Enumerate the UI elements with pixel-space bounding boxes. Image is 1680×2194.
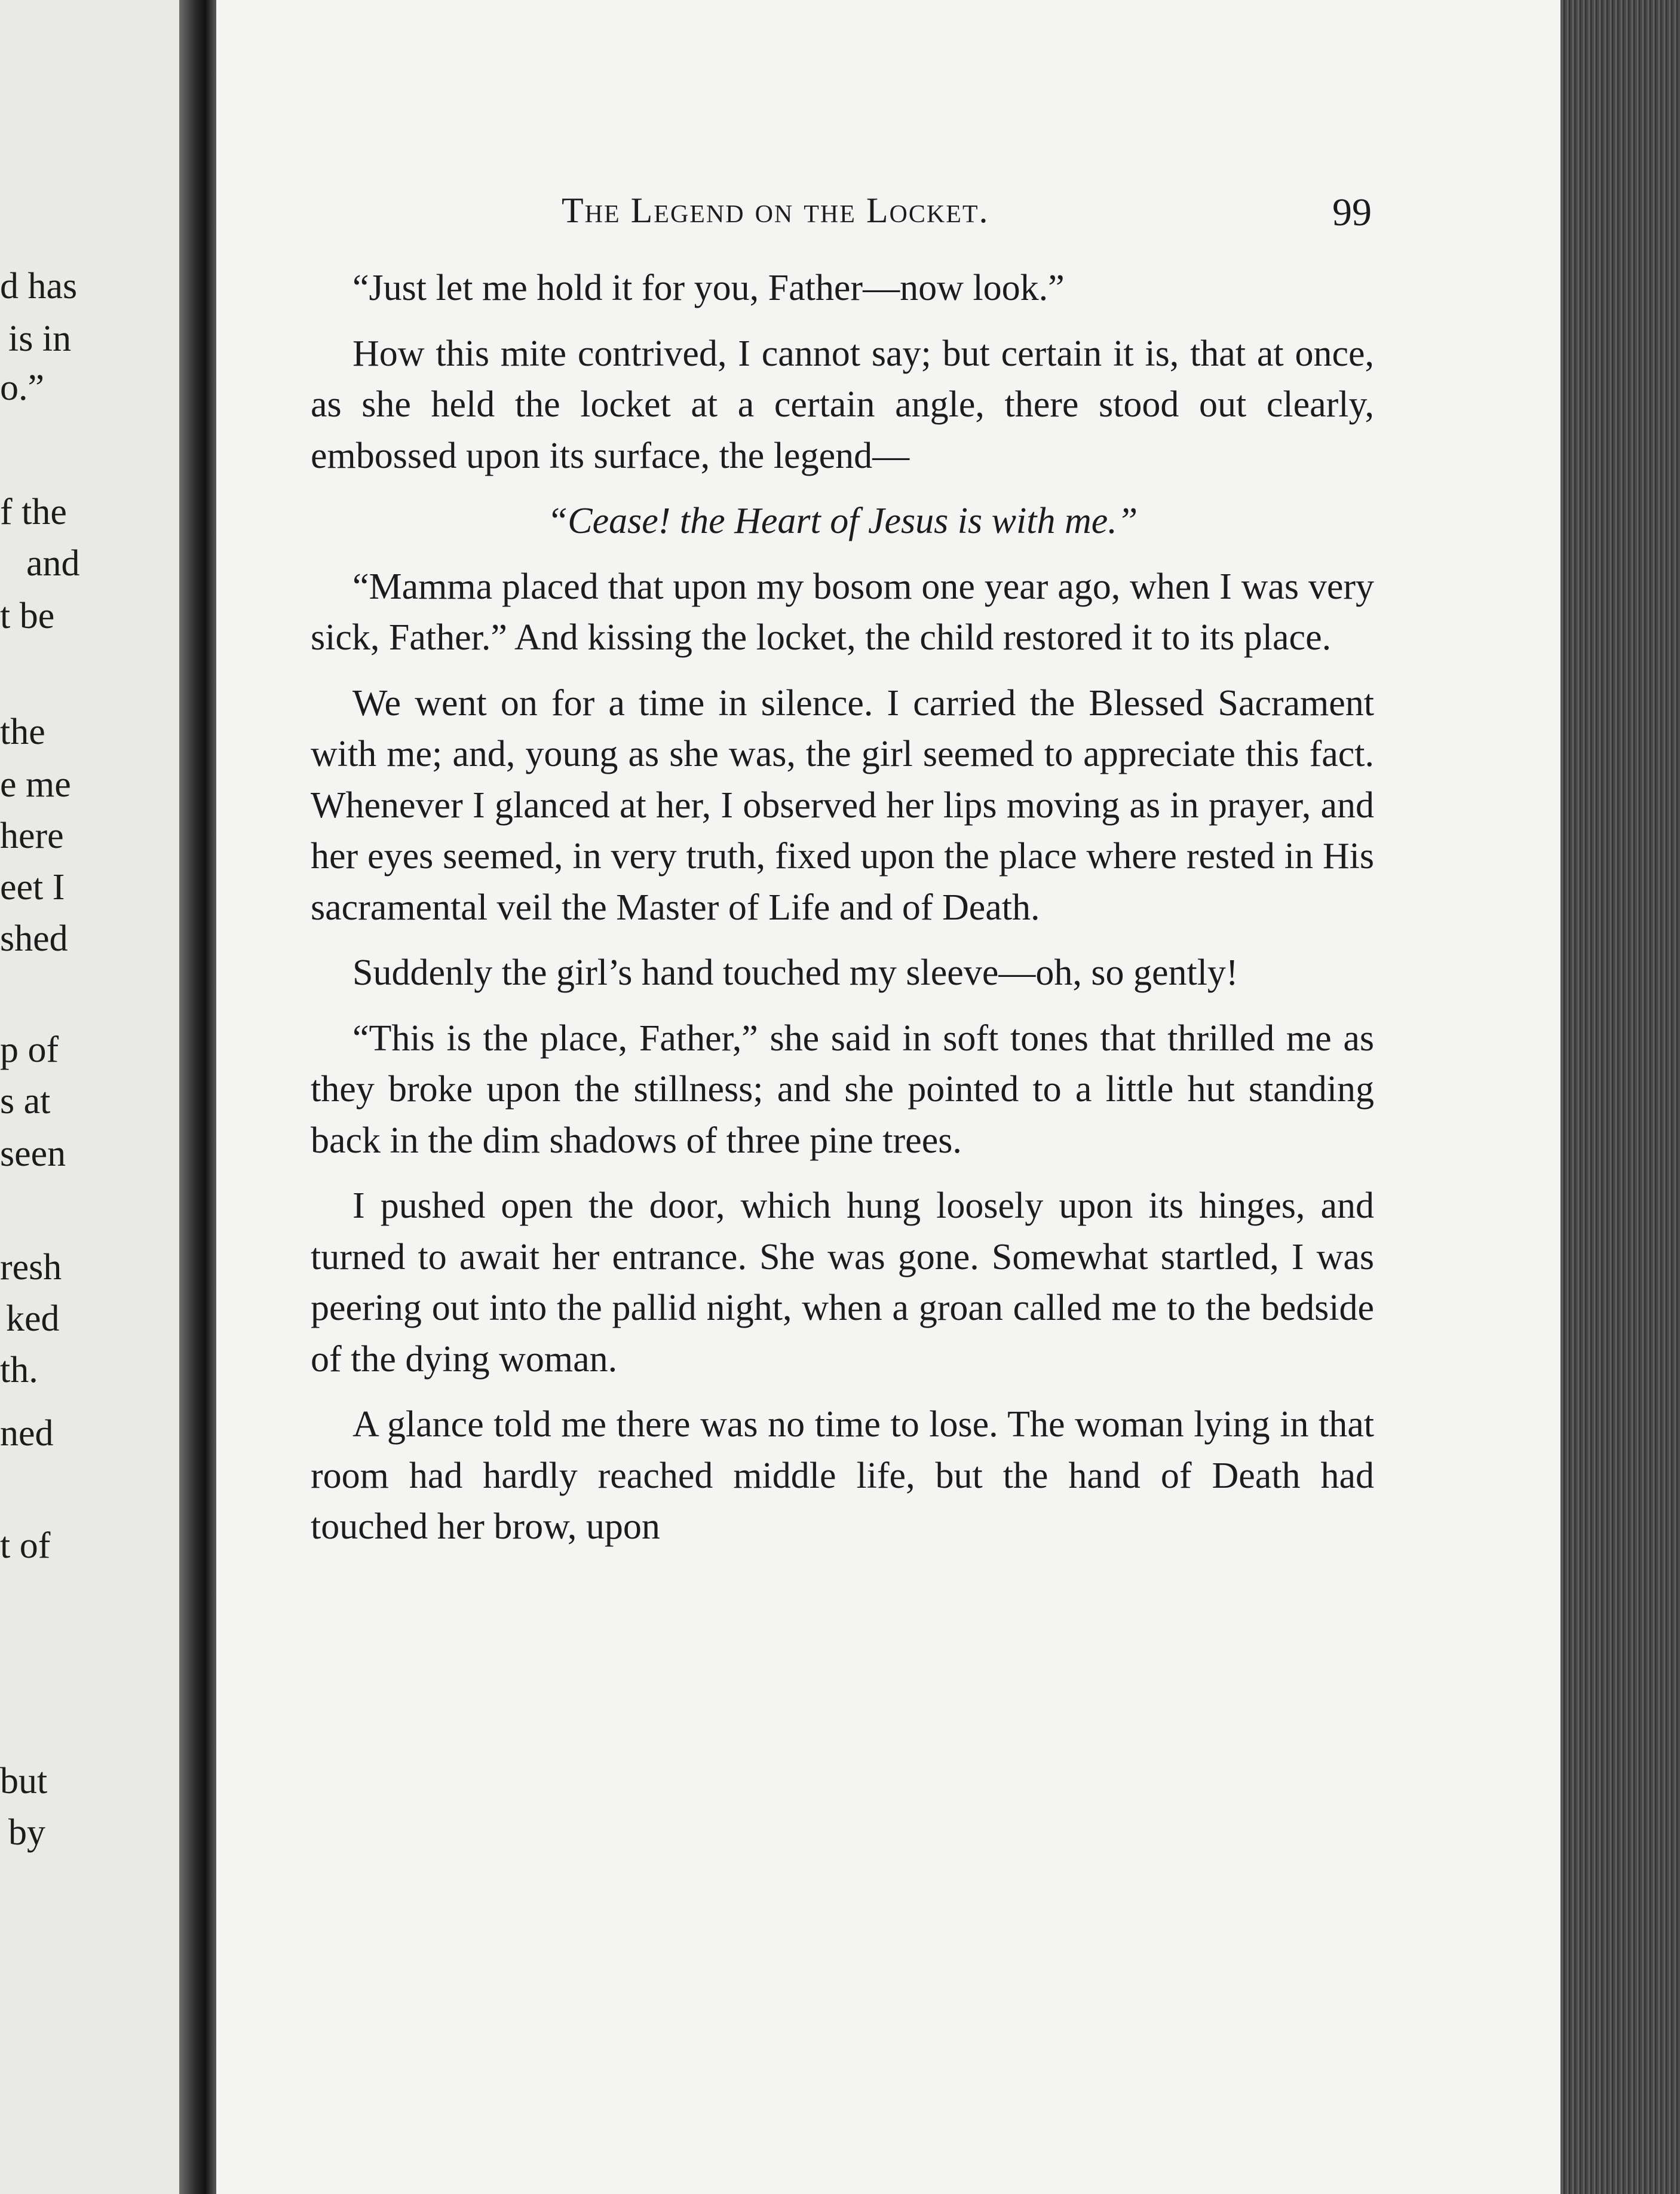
left-text-fragment: is in [8, 318, 72, 359]
page-number: 99 [1332, 191, 1372, 234]
left-text-fragment: ked [6, 1298, 60, 1339]
left-text-fragment: d has [0, 266, 78, 307]
left-text-fragment: o.” [0, 367, 45, 408]
page-body [311, 263, 1374, 1567]
left-text-fragment: shed [0, 918, 68, 959]
left-text-fragment: t be [0, 596, 55, 636]
left-text-fragment: here [0, 816, 64, 856]
book-gutter [179, 0, 216, 2194]
left-text-fragment: resh [0, 1247, 62, 1288]
paragraph: We went on for a time in silence. I carried the Blessed Sacrament with me; and, young as she was, the girl seemed to appreciate this fact. Whenever I glanced at her, I observed her lips moving as in prayer, and her eyes seemed, in very truth, fixed upon the place where rested in His sacramental veil the Master of Life and of Death. [311, 682, 1374, 928]
paragraph: “Just let me hold it for you, Father—now look.” [352, 268, 1065, 308]
left-text-fragment: seen [0, 1133, 66, 1174]
left-text-fragment: the [0, 712, 45, 752]
previous-page-fragment [0, 0, 186, 2194]
left-text-fragment: f the [0, 492, 67, 532]
left-text-fragment: by [8, 1812, 45, 1853]
paragraph: A glance told me there was no time to lose. The woman lying in that room had hardly reached middle life, but the hand of Death had touched her brow, upon [311, 1404, 1374, 1547]
left-text-fragment: t of [0, 1525, 51, 1566]
left-text-fragment: s at [0, 1081, 51, 1121]
paragraph: Suddenly the girl’s hand touched my sleeve—oh, so gently! [352, 952, 1238, 993]
left-text-fragment: ned [0, 1413, 54, 1454]
paragraph: How this mite contrived, I cannot say; but certain it is, that at once, as she held the locket at a certain angle, there stood out clearly, embossed upon its surface, the legend— [311, 333, 1374, 476]
left-text-fragment: eet I [0, 867, 65, 908]
paragraph: “Mamma placed that upon my bosom one year ago, when I was very sick, Father.” And kissing the locket, the child restored it to its place. [311, 566, 1374, 658]
page-edges [1561, 0, 1680, 2194]
left-text-fragment: and [26, 543, 80, 584]
left-text-fragment: p of [0, 1029, 59, 1070]
left-text-fragment: but [0, 1761, 48, 1801]
paragraph: I pushed open the door, which hung loosely upon its hinges, and turned to await her entrance. She was gone. Somewhat startled, I was peering out into the pallid night, when a groan called me to the bedside of the dying woman. [311, 1185, 1374, 1380]
running-head: The Legend on the Locket. [562, 191, 989, 230]
left-text-fragment: e me [0, 764, 71, 805]
locket-legend: “Cease! the Heart of Jesus is with me.” [547, 501, 1138, 541]
left-text-fragment: th. [0, 1350, 38, 1390]
paragraph: “This is the place, Father,” she said in soft tones that thrilled me as they broke upon the stillness; and she pointed to a little hut standing back in the dim shadows of three pine trees. [311, 1018, 1374, 1161]
